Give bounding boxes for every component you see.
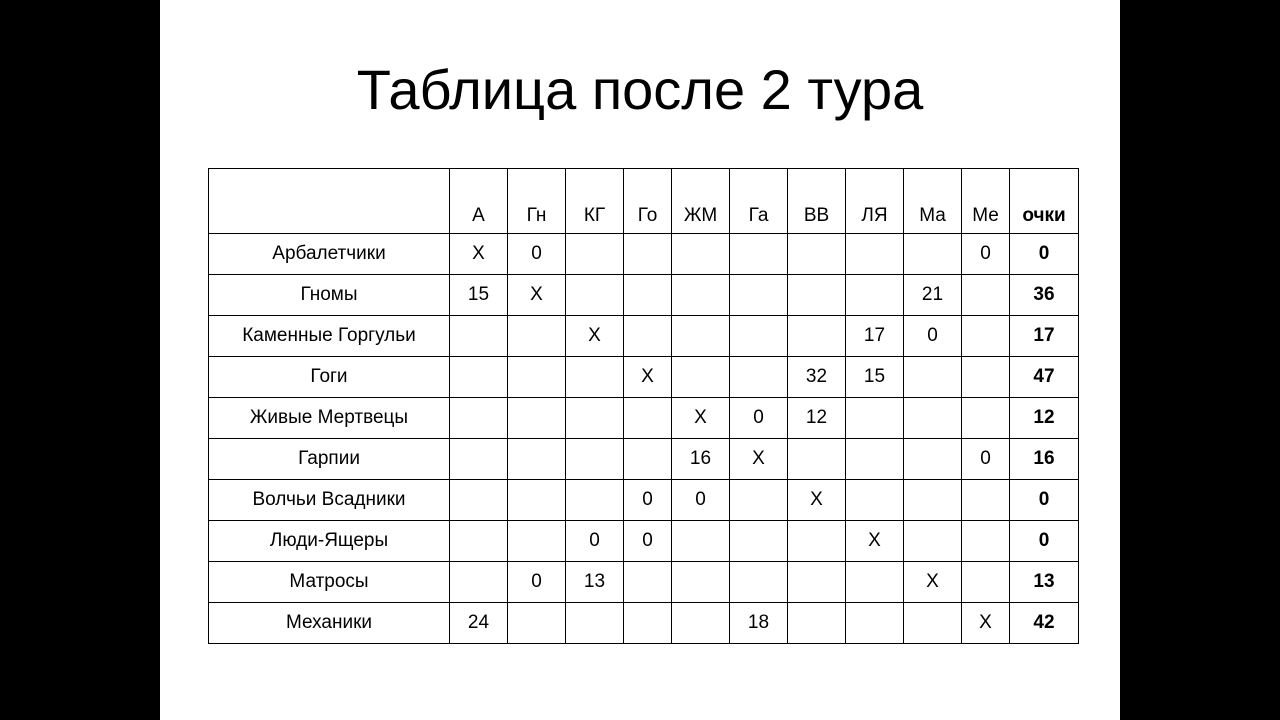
table-row [209, 275, 1079, 316]
score-cell [730, 521, 788, 562]
score-cell [730, 316, 788, 357]
score-cell [566, 275, 624, 316]
score-cell: Х [566, 316, 624, 357]
team-name-cell: Гарпии [209, 439, 450, 480]
score-cell: 12 [788, 398, 846, 439]
score-cell [508, 603, 566, 644]
score-cell [450, 398, 508, 439]
score-cell [730, 562, 788, 603]
score-cell: 15 [846, 357, 904, 398]
score-cell: Х [730, 439, 788, 480]
column-header: ВВ [788, 169, 846, 234]
score-cell [962, 521, 1010, 562]
score-cell: 0 [904, 316, 962, 357]
score-cell [730, 234, 788, 275]
score-cell [672, 562, 730, 603]
score-cell: 0 [962, 234, 1010, 275]
team-name-cell: Гномы [209, 275, 450, 316]
score-cell: 13 [566, 562, 624, 603]
score-cell [788, 521, 846, 562]
score-cell [846, 234, 904, 275]
score-cell [450, 480, 508, 521]
score-cell [450, 357, 508, 398]
score-cell [508, 398, 566, 439]
score-cell [904, 521, 962, 562]
score-cell [846, 562, 904, 603]
team-name-cell: Каменные Горгульи [209, 316, 450, 357]
points-cell: 13 [1010, 562, 1079, 603]
score-cell [730, 357, 788, 398]
column-header: ЛЯ [846, 169, 904, 234]
table-row [209, 562, 1079, 603]
score-cell: Х [962, 603, 1010, 644]
table-row [209, 398, 1079, 439]
score-cell [624, 234, 672, 275]
score-cell [672, 357, 730, 398]
column-header: Го [624, 169, 672, 234]
score-cell: Х [672, 398, 730, 439]
team-name-cell: Люди-Ящеры [209, 521, 450, 562]
column-header: А [450, 169, 508, 234]
team-name-cell: Волчьи Всадники [209, 480, 450, 521]
column-header: Га [730, 169, 788, 234]
score-cell: Х [846, 521, 904, 562]
score-cell: Х [450, 234, 508, 275]
score-cell: 0 [730, 398, 788, 439]
column-header: Гн [508, 169, 566, 234]
team-name-cell: Матросы [209, 562, 450, 603]
score-cell [962, 562, 1010, 603]
table-row [209, 234, 1079, 275]
corner-cell [209, 169, 450, 234]
table-row [209, 480, 1079, 521]
score-cell [846, 603, 904, 644]
score-cell [730, 480, 788, 521]
score-cell [962, 398, 1010, 439]
score-cell: 16 [672, 439, 730, 480]
score-cell [566, 357, 624, 398]
score-cell: Х [624, 357, 672, 398]
score-cell: Х [904, 562, 962, 603]
score-cell [450, 316, 508, 357]
score-cell [788, 562, 846, 603]
points-cell: 42 [1010, 603, 1079, 644]
score-cell [672, 275, 730, 316]
points-cell: 0 [1010, 480, 1079, 521]
column-header: КГ [566, 169, 624, 234]
score-cell [904, 398, 962, 439]
score-cell [788, 603, 846, 644]
team-name-cell: Живые Мертвецы [209, 398, 450, 439]
score-cell: 15 [450, 275, 508, 316]
team-name-cell: Арбалетчики [209, 234, 450, 275]
score-cell [624, 439, 672, 480]
score-cell: 0 [624, 480, 672, 521]
score-cell [788, 316, 846, 357]
points-cell: 16 [1010, 439, 1079, 480]
points-cell: 0 [1010, 521, 1079, 562]
score-cell [962, 316, 1010, 357]
table-row [209, 603, 1079, 644]
team-name-cell: Механики [209, 603, 450, 644]
score-cell [846, 480, 904, 521]
score-cell: 0 [566, 521, 624, 562]
team-name-cell: Гоги [209, 357, 450, 398]
score-cell [508, 521, 566, 562]
score-cell: 0 [508, 562, 566, 603]
points-column-header: очки [1010, 169, 1079, 234]
column-header: Ме [962, 169, 1010, 234]
score-cell: 0 [624, 521, 672, 562]
score-cell [672, 603, 730, 644]
score-cell [846, 439, 904, 480]
score-cell [672, 521, 730, 562]
score-cell [508, 480, 566, 521]
slide-title: Таблица после 2 тура [356, 58, 924, 121]
score-cell [730, 275, 788, 316]
score-cell [450, 562, 508, 603]
score-cell [788, 275, 846, 316]
score-cell [566, 603, 624, 644]
score-cell [904, 480, 962, 521]
score-cell [566, 439, 624, 480]
table-row [209, 316, 1079, 357]
score-cell [962, 480, 1010, 521]
score-cell [672, 316, 730, 357]
points-cell: 17 [1010, 316, 1079, 357]
header-row [209, 169, 1079, 234]
score-cell [672, 234, 730, 275]
table-row [209, 357, 1079, 398]
score-cell: 0 [508, 234, 566, 275]
table-row [209, 521, 1079, 562]
score-cell: 17 [846, 316, 904, 357]
points-cell: 12 [1010, 398, 1079, 439]
score-cell [904, 357, 962, 398]
points-cell: 0 [1010, 234, 1079, 275]
table-row [209, 439, 1079, 480]
score-cell: 18 [730, 603, 788, 644]
score-cell [624, 562, 672, 603]
score-cell [566, 480, 624, 521]
score-cell [566, 234, 624, 275]
score-cell [508, 439, 566, 480]
score-cell: 32 [788, 357, 846, 398]
score-cell [788, 234, 846, 275]
score-cell: Х [508, 275, 566, 316]
score-cell [962, 275, 1010, 316]
score-cell [904, 234, 962, 275]
score-cell [508, 357, 566, 398]
score-cell [624, 398, 672, 439]
column-header: Ма [904, 169, 962, 234]
score-cell [788, 439, 846, 480]
column-header: ЖМ [672, 169, 730, 234]
table-body [209, 234, 1079, 644]
score-cell [566, 398, 624, 439]
score-cell [846, 275, 904, 316]
score-cell: 21 [904, 275, 962, 316]
score-cell: 0 [672, 480, 730, 521]
score-cell [624, 603, 672, 644]
score-cell: Х [788, 480, 846, 521]
score-cell [904, 439, 962, 480]
score-cell [962, 357, 1010, 398]
score-cell [450, 439, 508, 480]
score-cell: 0 [962, 439, 1010, 480]
score-cell: 24 [450, 603, 508, 644]
score-cell [846, 398, 904, 439]
points-cell: 36 [1010, 275, 1079, 316]
score-cell [624, 275, 672, 316]
score-cell [450, 521, 508, 562]
slide [160, 0, 1120, 720]
score-cell [904, 603, 962, 644]
points-cell: 47 [1010, 357, 1079, 398]
score-cell [508, 316, 566, 357]
standings-table [208, 168, 1079, 644]
score-cell [624, 316, 672, 357]
